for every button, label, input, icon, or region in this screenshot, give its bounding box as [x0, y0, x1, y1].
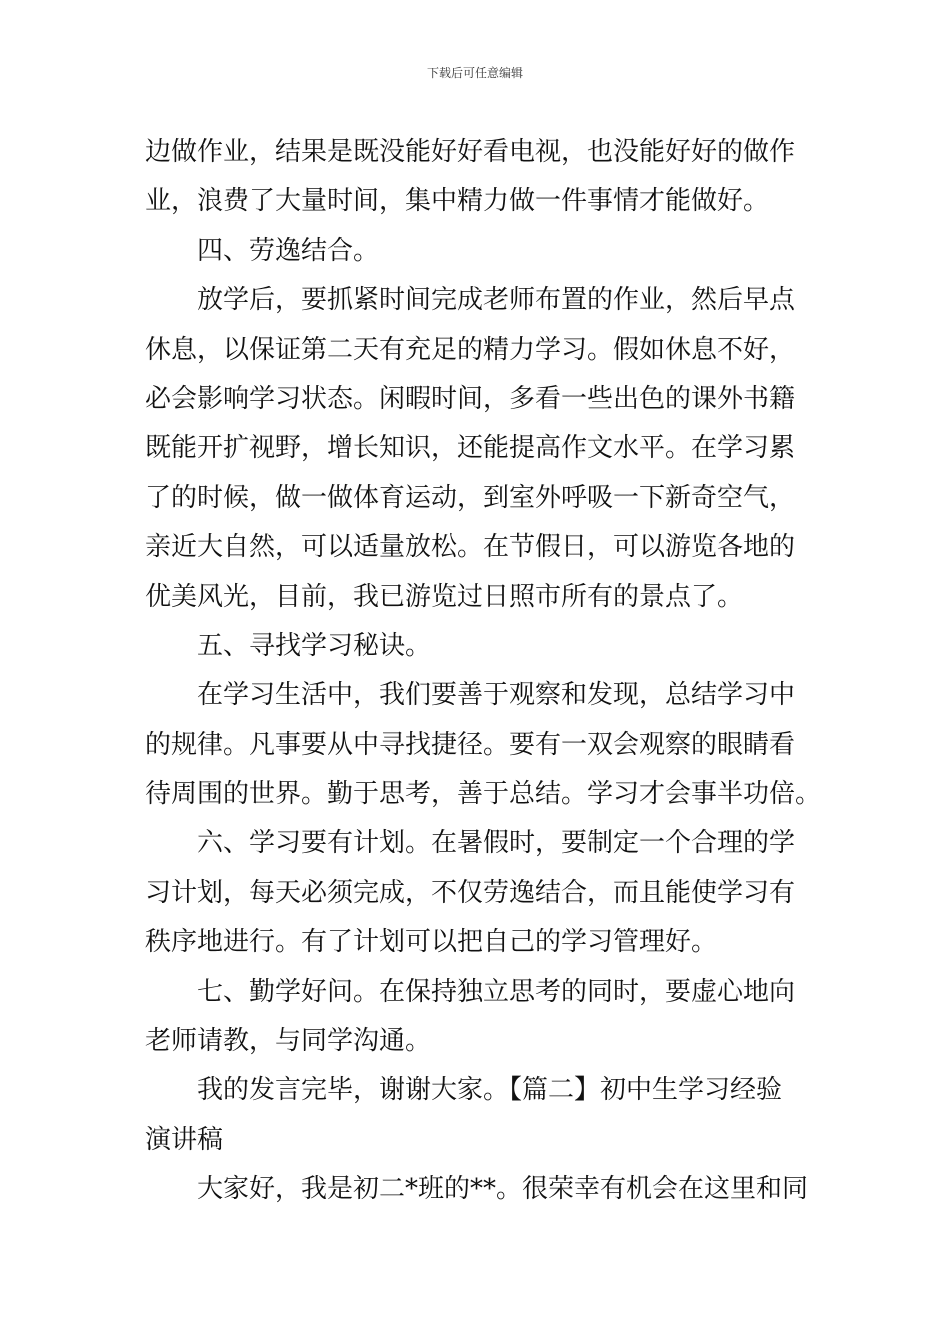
text-line: 边做作业，结果是既没能好好看电视，也没能好好的做作 [145, 137, 796, 167]
text-line: 老师请教，与同学沟通。 [145, 1026, 432, 1057]
text-line: 六、学习要有计划。在暑假时，要制定一个合理的学 [197, 828, 796, 859]
text-line: 亲近大自然，可以适量放松。在节假日，可以游览各地的 [145, 532, 796, 563]
text-line: 大家好，我是初二*班的**。很荣幸有机会在这里和同 [197, 1174, 809, 1205]
text-line: 演讲稿 [145, 1124, 224, 1155]
text-line: 优美风光，目前，我已游览过日照市所有的景点了。 [145, 581, 744, 612]
text-line: 四、劳逸结合。 [197, 235, 380, 266]
text-line: 习计划，每天必须完成，不仅劳逸结合，而且能使学习有 [145, 877, 796, 908]
text-line: 我的发言完毕，谢谢大家。【篇二】初中生学习经验 [197, 1075, 783, 1106]
text-line: 必会影响学习状态。闲暇时间，多看一些出色的课外书籍 [145, 383, 796, 414]
text-line: 放学后，要抓紧时间完成老师布置的作业，然后早点 [197, 285, 796, 316]
text-line: 的规律。凡事要从中寻找捷径。要有一双会观察的眼睛看 [145, 729, 796, 760]
text-line: 五、寻找学习秘诀。 [197, 630, 432, 661]
text-line: 待周围的世界。勤于思考，善于总结。学习才会事半功倍。 [145, 779, 822, 810]
text-line: 业，浪费了大量时间，集中精力做一件事情才能做好。 [145, 186, 770, 217]
text-line: 秩序地进行。有了计划可以把自己的学习管理好。 [145, 927, 718, 958]
document-body [145, 128, 822, 1215]
text-line: 在学习生活中，我们要善于观察和发现，总结学习中 [197, 680, 796, 711]
text-line: 既能开扩视野，增长知识，还能提高作文水平。在学习累 [145, 433, 796, 464]
text-line: 休息，以保证第二天有充足的精力学习。假如休息不好， [145, 334, 796, 365]
text-line: 七、勤学好问。在保持独立思考的同时，要虚心地向 [197, 976, 796, 1007]
text-line: 了的时候，做一做体育运动，到室外呼吸一下新奇空气， [145, 482, 796, 513]
page-header: 下载后可任意编辑 [426, 66, 523, 80]
